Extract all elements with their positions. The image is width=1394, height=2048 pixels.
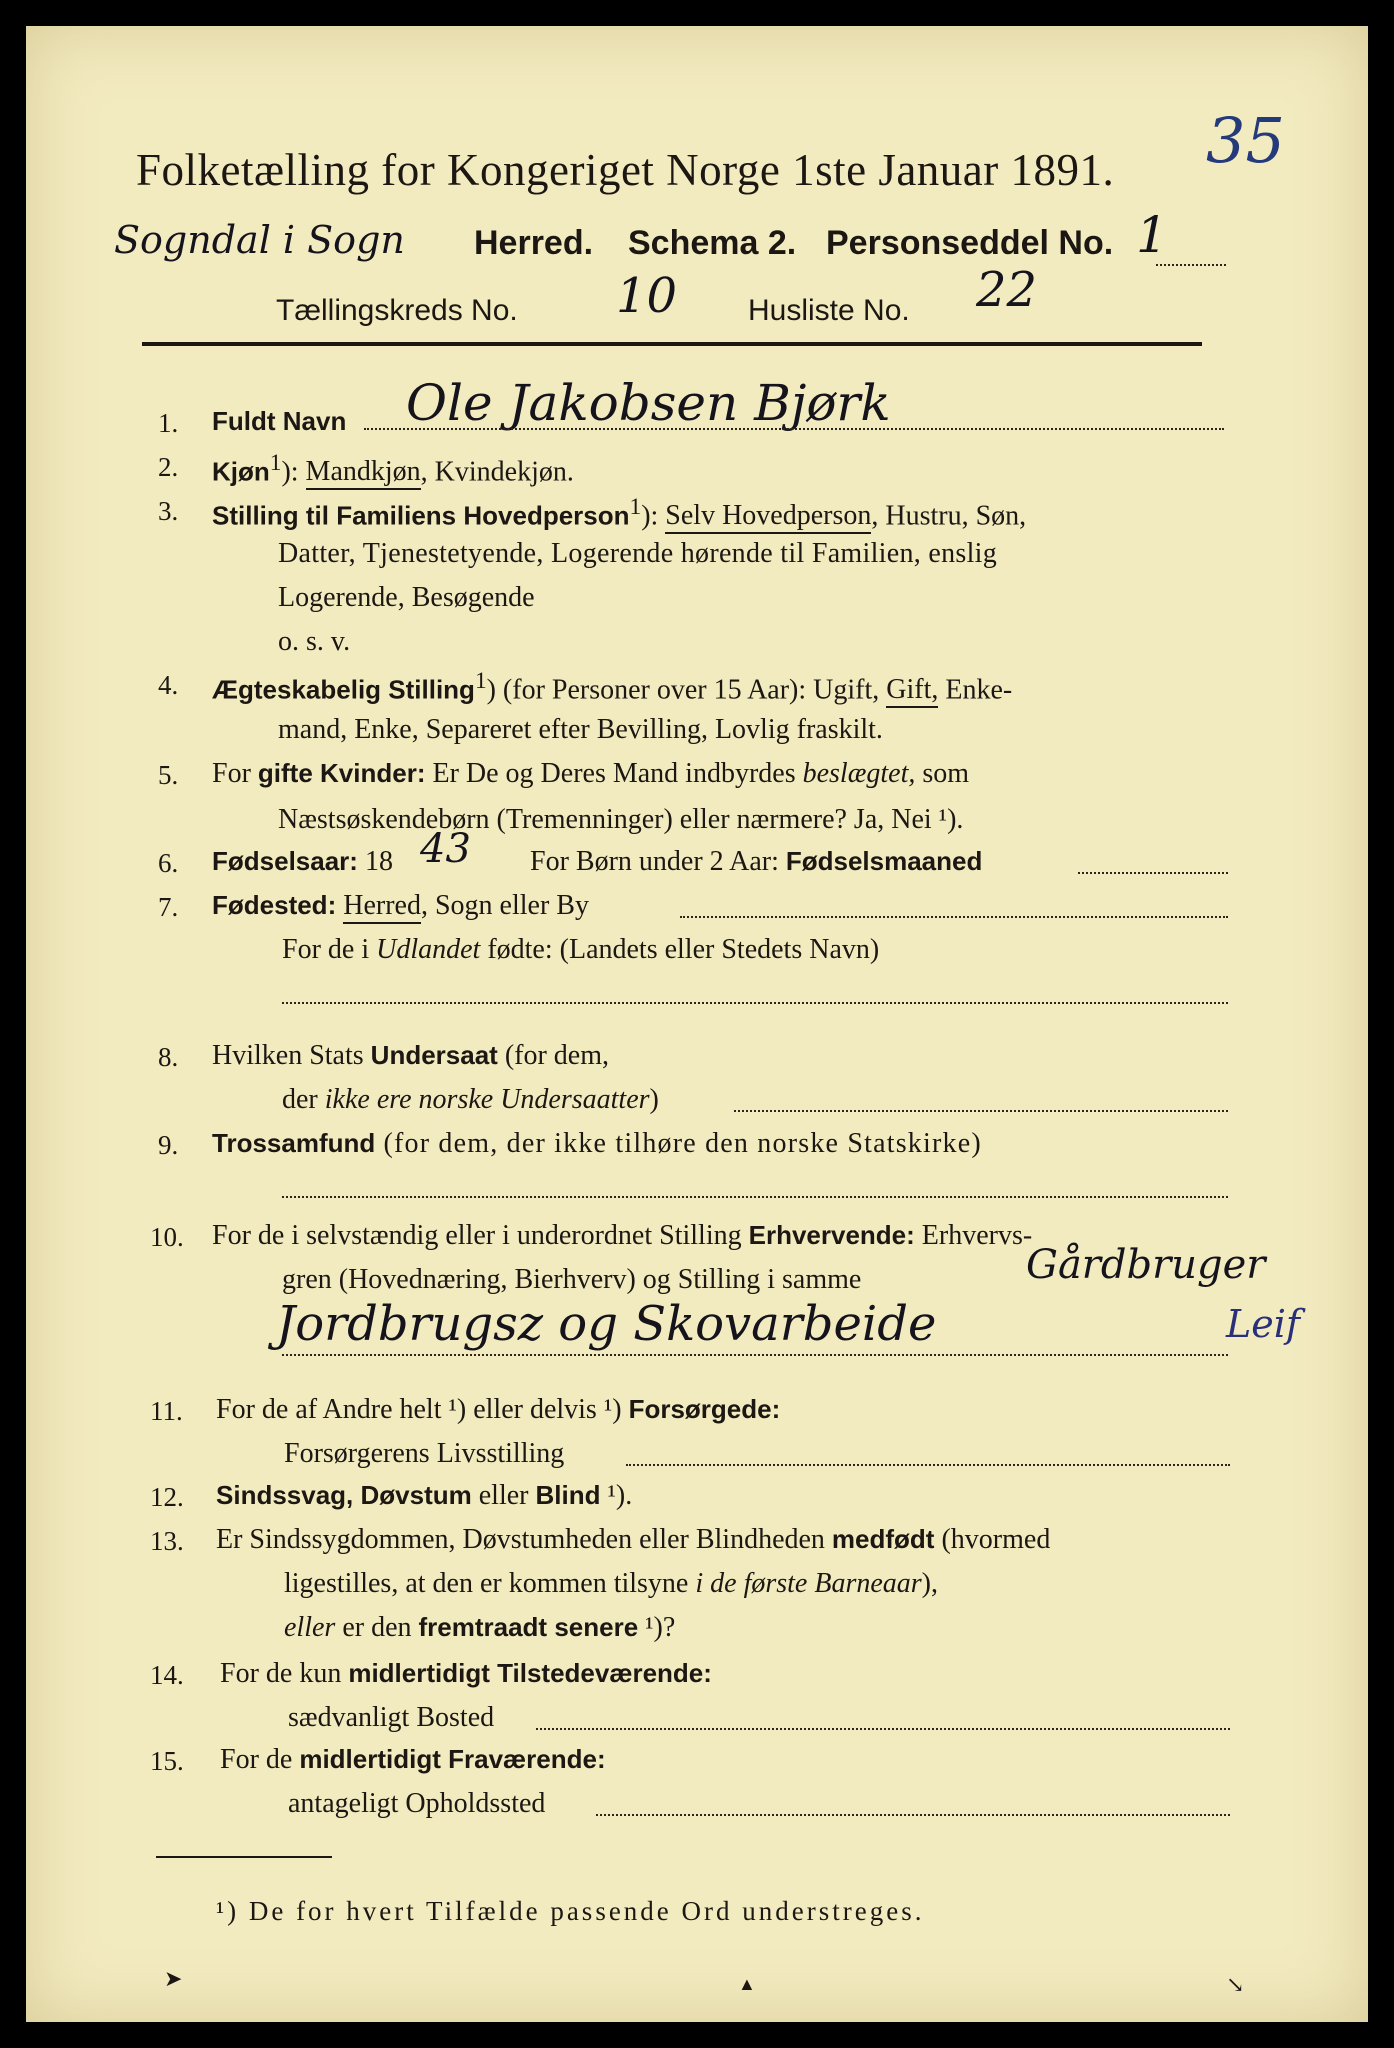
footnote-rule: [156, 1856, 332, 1858]
q13-line3: [284, 1612, 675, 1644]
header-divider: [142, 342, 1202, 346]
q7-line1: [212, 890, 589, 922]
q2-line: [212, 450, 574, 488]
husliste-label: Husliste No.: [748, 294, 910, 327]
q7-line2-pre: For de i: [282, 934, 377, 965]
q14-pre: For de kun: [220, 1658, 349, 1689]
q2-female: , Kvindekjøn.: [420, 456, 574, 488]
q2-selected-male: Mandkjøn: [306, 456, 421, 490]
q4-number: 4.: [158, 670, 179, 700]
q2-sup: 1: [269, 450, 282, 476]
q14-label: midlertidigt Tilstedeværende:: [348, 1658, 712, 1688]
form-title: Folketælling for Kongeriget Norge 1ste Januar 1891.: [136, 145, 1115, 195]
q7-label: Fødested:: [212, 890, 337, 920]
q13-line2-post: ),: [921, 1568, 938, 1599]
q13-pre: Er Sindssygdommen, Døvstumheden eller Blindheden: [216, 1524, 832, 1555]
q1-answer: Ole Jakobsen Bjørk: [406, 374, 891, 432]
q3-line1: [212, 494, 1026, 532]
q12-line1: [216, 1480, 632, 1512]
q13-post: (hvormed: [934, 1524, 1051, 1555]
q9-number: 9.: [158, 1130, 179, 1160]
q13-line3-italic: eller: [284, 1612, 336, 1643]
q10-number: 10.: [150, 1222, 184, 1252]
census-form: [26, 26, 1368, 2022]
q14-number: 14.: [150, 1660, 184, 1690]
q4-post: Enke-: [938, 674, 1013, 706]
q3-rest1: , Hustru, Søn,: [871, 500, 1027, 532]
q11-number: 11.: [150, 1396, 183, 1426]
q11-line2: Forsørgerens Livsstilling: [284, 1438, 565, 1469]
q11-line1: [216, 1394, 780, 1426]
personseddel-label: Personseddel No.: [826, 224, 1114, 262]
q12-number: 12.: [150, 1482, 184, 1512]
q10-label: Erhvervende:: [748, 1220, 915, 1250]
q5-italic: beslægtet,: [802, 758, 916, 789]
q15-pre: For de: [220, 1744, 300, 1775]
q2-number: 2.: [158, 452, 179, 482]
q12-post: ¹).: [600, 1480, 633, 1511]
q6-prefix: 18: [364, 846, 393, 877]
q3-line4: o. s. v.: [278, 626, 351, 657]
q14-line2: sædvanligt Bosted: [288, 1702, 495, 1733]
husliste-value: 22: [976, 262, 1038, 318]
q10-line2: gren (Hovednæring, Bierhverv) og Stilling i samme: [282, 1264, 862, 1295]
q5-post: som: [915, 758, 970, 789]
q6-label2: Fødselsmaaned: [785, 846, 983, 876]
q1-label: Fuldt Navn: [212, 406, 347, 436]
q8-line2-italic: ikke ere norske Undersaatter: [324, 1084, 650, 1115]
q15-label: midlertidigt Fraværende:: [299, 1744, 606, 1774]
q8-number: 8.: [158, 1042, 179, 1072]
q6-number: 6.: [158, 848, 179, 878]
q10-post: Erhvervs-: [914, 1220, 1033, 1251]
q12-label2: Blind: [535, 1480, 601, 1510]
q3-selected: Selv Hovedperson: [665, 500, 871, 534]
schema-label: Schema 2.: [628, 224, 797, 262]
q13-label: medfødt: [831, 1524, 935, 1554]
q4-pre: ) (for Personer over 15 Aar): Ugift,: [486, 674, 887, 706]
q7-number: 7.: [158, 892, 179, 922]
q6-line2: [530, 846, 982, 878]
q7-rest: , Sogn eller By: [420, 890, 589, 921]
q8-line2-pre: der: [282, 1084, 325, 1115]
q10-pre: For de i selvstændig eller i underordnet Stilling: [212, 1220, 749, 1251]
q13-number: 13.: [150, 1526, 184, 1556]
q6-label: Fødselsaar:: [212, 846, 358, 876]
q6-answer: 43: [420, 826, 471, 872]
herred-label: Herred.: [474, 224, 594, 262]
q3-label: Stilling til Familiens Hovedperson: [212, 500, 630, 531]
q2-label: Kjøn: [212, 456, 270, 487]
q11-pre: For de af Andre helt ¹) eller delvis ¹): [216, 1394, 629, 1425]
q4-label: Ægteskabelig Stilling: [212, 674, 475, 705]
q3-colon: ):: [641, 500, 659, 532]
kreds-value: 10: [616, 268, 678, 324]
q4-line2: mand, Enke, Separeret efter Bevilling, Lovlig fraskilt.: [278, 714, 883, 745]
q5-line2: Næstsøskendebørn (Tremenninger) eller nærmere? Ja, Nei ¹).: [278, 804, 964, 835]
q7-line2: [282, 934, 879, 966]
q13-line2-pre: ligestilles, at den er kommen tilsyne: [284, 1568, 696, 1599]
q6-mid: For Børn under 2 Aar:: [530, 846, 786, 877]
q3-line2: Datter, Tjenestetyende, Logerende hørende til Familien, enslig: [278, 538, 998, 569]
corner-mark-center: ▲: [738, 1974, 756, 1994]
q13-line2: [284, 1568, 938, 1600]
q8-line2-post: ): [649, 1084, 659, 1115]
page-number-handwritten: 35: [1206, 104, 1285, 177]
personseddel-value: 1: [1136, 206, 1168, 264]
q3-line3: Logerende, Besøgende: [278, 582, 535, 613]
q2-colon: ):: [281, 456, 299, 488]
q7-selected: Herred: [343, 890, 421, 924]
q4-sup: 1: [474, 668, 487, 694]
q13-line2-italic: i de første Barneaar: [695, 1568, 922, 1599]
q5-label: gifte Kvinder:: [257, 758, 426, 788]
q15-line2: antageligt Opholdssted: [288, 1788, 546, 1819]
q7-line2-post: fødte: (Landets eller Stedets Navn): [480, 934, 880, 965]
herred-handwritten: Sogndal i Sogn: [114, 218, 405, 262]
q3-number: 3.: [158, 496, 179, 526]
q12-mid: eller: [471, 1480, 536, 1511]
q14-line1: [220, 1658, 712, 1690]
q13-line3-post: ¹)?: [638, 1612, 676, 1643]
corner-mark-left: ➤: [164, 1966, 183, 1991]
q1-number: 1.: [158, 408, 179, 438]
q8-label: Undersaat: [370, 1040, 498, 1070]
q9-line1: [212, 1128, 982, 1160]
q8-post: (for dem,: [497, 1040, 610, 1071]
q5-text: Er De og Deres Mand indbyrdes: [425, 758, 803, 789]
q10-answer3: Leif: [1226, 1302, 1300, 1346]
q5-line1: [212, 758, 969, 790]
q5-number: 5.: [158, 760, 179, 790]
q11-label: Forsørgede:: [628, 1394, 781, 1424]
q7-line2-italic: Udlandet: [376, 934, 481, 965]
q13-line3-label: fremtraadt senere: [418, 1612, 639, 1642]
q10-answer2: Jordbrugsz og Skovarbeide: [276, 1296, 937, 1352]
corner-mark-right: ↘: [1226, 1972, 1245, 1997]
q8-line2: [282, 1084, 659, 1116]
q10-answer1: Gårdbruger: [1026, 1242, 1266, 1288]
q13-line3-mid: er den: [335, 1612, 419, 1643]
q4-selected: Gift,: [886, 674, 938, 708]
kreds-label: Tællingskreds No.: [276, 294, 518, 327]
q9-text: (for dem, der ikke tilhøre den norske Statskirke): [375, 1128, 982, 1159]
q12-label: Sindssvag, Døvstum: [216, 1480, 472, 1510]
q15-line1: [220, 1744, 606, 1776]
q8-line1: [212, 1040, 609, 1072]
q6-line1: [212, 846, 393, 878]
q15-number: 15.: [150, 1746, 184, 1776]
q10-line1: [212, 1220, 1032, 1252]
q4-line1: [212, 668, 1012, 706]
q13-line1: [216, 1524, 1050, 1556]
footnote: ¹) De for hvert Tilfælde passende Ord understreges.: [216, 1896, 925, 1926]
q9-label: Trossamfund: [212, 1128, 376, 1158]
q5-pre: For: [212, 758, 258, 789]
q3-sup: 1: [629, 494, 642, 520]
q8-pre: Hvilken Stats: [212, 1040, 371, 1071]
